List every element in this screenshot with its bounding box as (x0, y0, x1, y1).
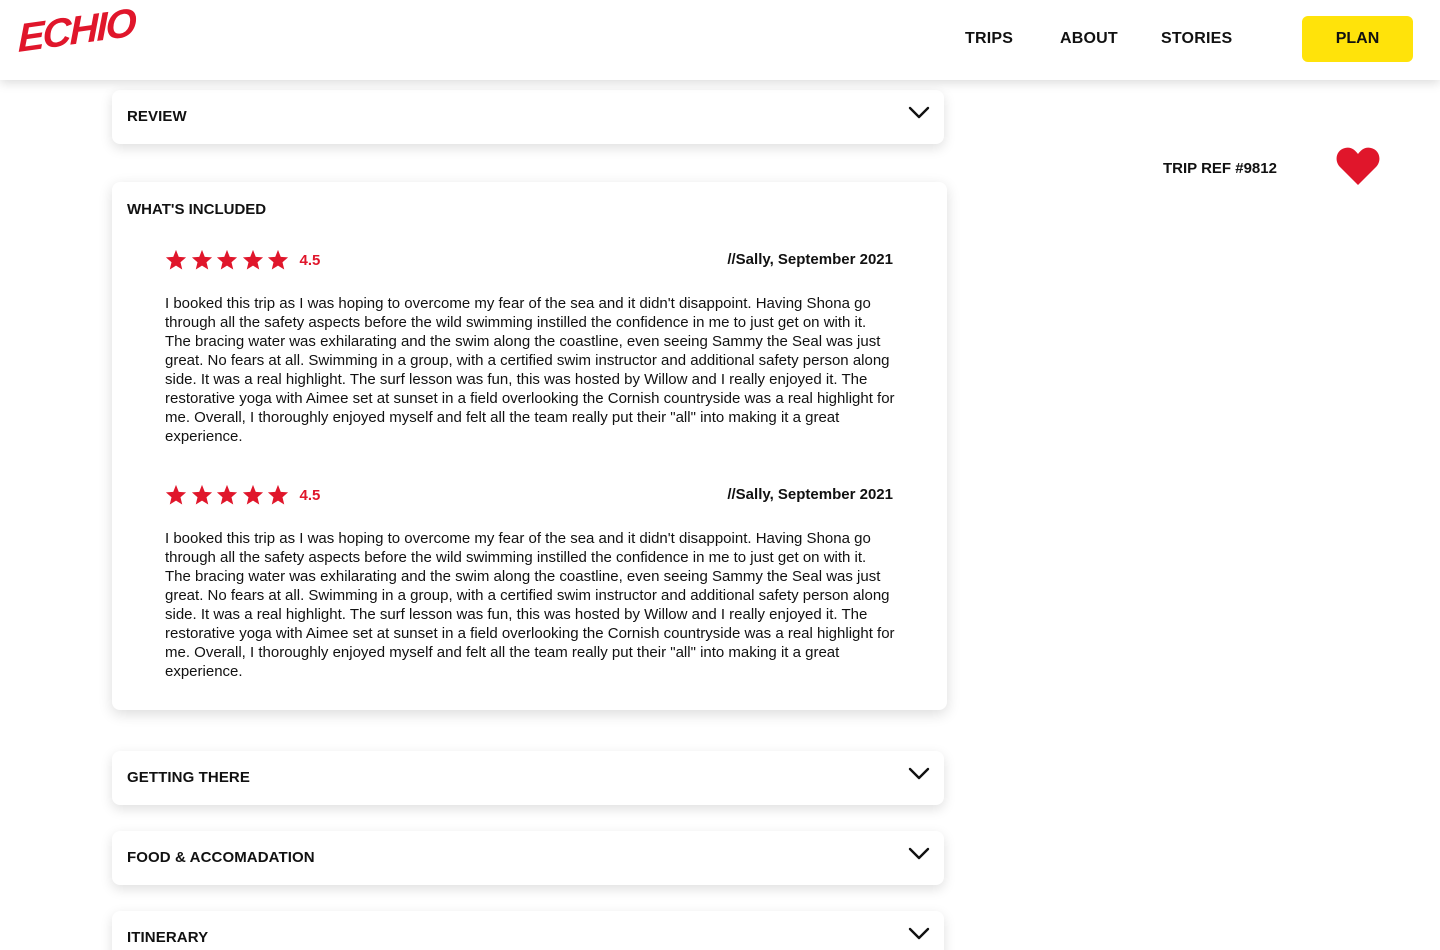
chevron-down-icon (908, 767, 930, 781)
star-icon (242, 249, 264, 271)
heart-icon[interactable] (1336, 146, 1380, 186)
review-author: //Sally, September 2021 (727, 486, 893, 503)
heart-icon-shape (1336, 146, 1380, 186)
food-accommodation-title: FOOD & ACCOMADATION (127, 849, 315, 866)
review-author: //Sally, September 2021 (727, 251, 893, 268)
star-icon (242, 484, 264, 506)
nav-stories-link[interactable]: STORIES (1161, 30, 1233, 47)
star-icon (216, 484, 238, 506)
itinerary-accordion[interactable] (112, 911, 944, 950)
star-icon (267, 249, 289, 271)
review-text: I booked this trip as I was hoping to overcome my fear of the sea and it didn't disappoint. Having Shona go through all the safety aspects before the wild swimming instilled the confidence in me to just get on with it. The bracing water was exhilarating and the swim along the coastline, even seeing Sammy the Seal was just great. No fears at all. Swimming in a group, with a certified swim instructor and additional safety person along side. It was a real highlight. The surf lesson was fun, this was hosted by Willow and I really enjoyed it. The restorative yoga with Aimee set at sunset in a field overlooking the Cornish countryside was a real highlight for me. Overall, I thoroughly enjoyed myself and felt all the team really put their "all" into making it a great experience. (165, 295, 895, 445)
itinerary-title: ITINERARY (127, 929, 209, 946)
chevron-down-icon (908, 847, 930, 861)
star-icon (191, 249, 213, 271)
review-accordion[interactable] (112, 90, 944, 144)
food-accommodation-accordion[interactable] (112, 831, 944, 885)
echio-logo[interactable]: ECHIO (18, 0, 135, 61)
getting-there-accordion[interactable] (112, 751, 944, 805)
nav-about-link[interactable]: ABOUT (1060, 30, 1118, 47)
chevron-down-icon (908, 106, 930, 120)
star-icon (165, 249, 187, 271)
top-navigation-bar (0, 0, 1440, 80)
nav-trips-link[interactable]: TRIPS (965, 30, 1014, 47)
rating-value: 4.5 (299, 486, 321, 504)
review-text: I booked this trip as I was hoping to overcome my fear of the sea and it didn't disappoint. Having Shona go through all the safety aspects before the wild swimming instilled the confidence in me to just get on with it. The bracing water was exhilarating and the swim along the coastline, even seeing Sammy the Seal was just great. No fears at all. Swimming in a group, with a certified swim instructor and additional safety person along side. It was a real highlight. The surf lesson was fun, this was hosted by Willow and I really enjoyed it. The restorative yoga with Aimee set at sunset in a field overlooking the Cornish countryside was a real highlight for me. Overall, I thoroughly enjoyed myself and felt all the team really put their "all" into making it a great experience. (165, 530, 895, 680)
star-icon (216, 249, 238, 271)
review-accordion-title: REVIEW (127, 108, 187, 125)
trip-reference: TRIP REF #9812 (1163, 160, 1277, 177)
star-icon (191, 484, 213, 506)
chevron-down-icon (908, 927, 930, 941)
plan-button[interactable]: PLAN (1302, 16, 1413, 62)
getting-there-title: GETTING THERE (127, 769, 250, 786)
star-rating (165, 483, 320, 507)
whats-included-title: WHAT'S INCLUDED (127, 201, 267, 218)
star-icon (267, 484, 289, 506)
star-icon (165, 484, 187, 506)
star-rating (165, 248, 320, 272)
rating-value: 4.5 (299, 251, 321, 269)
whats-included-panel (112, 182, 947, 710)
